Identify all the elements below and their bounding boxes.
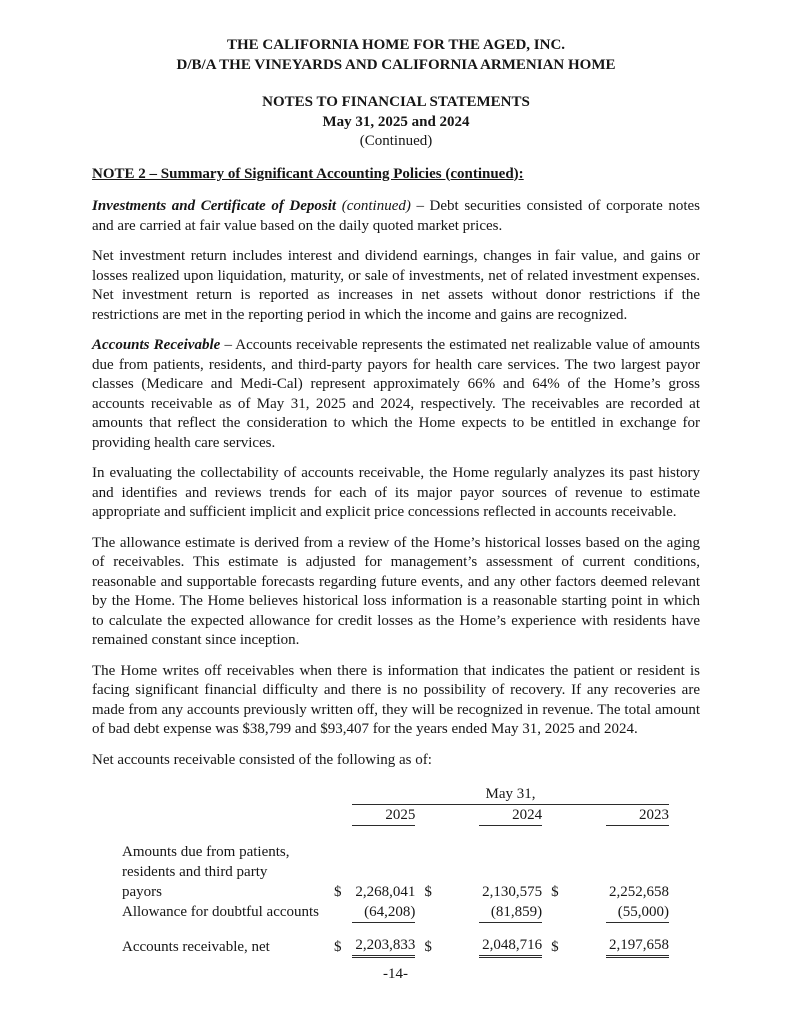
- document-date: May 31, 2025 and 2024: [322, 113, 470, 130]
- table-row: [122, 842, 669, 862]
- allowance-value-2025: (64,208): [352, 902, 415, 923]
- dollar-sign: $: [424, 938, 432, 955]
- page-number: -14-: [383, 965, 408, 982]
- year-header-2023: 2023: [606, 805, 669, 826]
- spacer-row: [122, 922, 669, 935]
- spanner-header: May 31,: [352, 784, 669, 805]
- year-header-2025: 2025: [352, 805, 415, 826]
- accounts-receivable-lead: Accounts Receivable: [92, 337, 221, 353]
- net-value-2025: 2,203,833: [352, 935, 415, 957]
- dollar-sign: $: [551, 938, 559, 955]
- table-row: [122, 882, 669, 902]
- empty-cell: [542, 902, 605, 923]
- investments-lead-suffix: (continued): [341, 198, 411, 214]
- dollar-sign: $: [551, 883, 559, 900]
- document-title: NOTES TO FINANCIAL STATEMENTS: [262, 94, 530, 110]
- org-name-line1: THE CALIFORNIA HOME FOR THE AGED, INC.: [226, 37, 566, 53]
- org-name-line2: D/B/A THE VINEYARDS AND CALIFORNIA ARMENIAN HOME: [176, 56, 616, 73]
- dollar-sign: $: [334, 938, 342, 955]
- empty-cell: [334, 862, 669, 882]
- evaluating-paragraph: In evaluating the collectability of accounts receivable, the Home regularly analyzes its past history and identifies and reviews trends for each of its major payor sources of revenue to estimate appropriate and sufficient implicit and explicit price concessions reflected in accounts receivable.: [92, 465, 700, 520]
- empty-cell: [542, 805, 605, 826]
- note-heading: NOTE 2 – Summary of Significant Accounting Policies (continued):: [92, 165, 524, 182]
- allowance-value-2023: (55,000): [606, 902, 669, 923]
- empty-cell: [415, 805, 478, 826]
- row-label-net: Accounts receivable, net: [122, 938, 270, 955]
- table-spanner-row: [122, 784, 669, 805]
- table-row: [122, 935, 669, 957]
- patients-value-2023: 2,252,658: [609, 883, 669, 900]
- accounts-receivable-paragraph: [92, 336, 700, 453]
- allowance-estimate-paragraph: The allowance estimate is derived from a review of the Home’s historical losses based on the aging of receivables. This estimate is adjusted for management’s assessment of current conditions, reasonable and supportable forecasts regarding future events, and any other factors deemed relevant by the Home. The Home believes historical loss information is a reasonable starting point in which to calculate the expected allowance for credit losses as the Home’s experience with residents have remained constant since inception.: [92, 534, 700, 648]
- net-value-2024: 2,048,716: [479, 935, 542, 957]
- net-accounts-receivable-table: [122, 784, 700, 958]
- row-label-patients-line3: payors: [122, 883, 162, 900]
- empty-cell: [334, 902, 352, 923]
- table-year-header-row: [122, 805, 669, 826]
- empty-cell: [334, 784, 352, 805]
- net-value-2023: 2,197,658: [606, 935, 669, 957]
- table-intro: Net accounts receivable consisted of the following as of:: [92, 751, 432, 768]
- dollar-sign: $: [334, 883, 342, 900]
- year-header-2024: 2024: [479, 805, 542, 826]
- spacer-row: [122, 826, 669, 842]
- row-label-allowance: Allowance for doubtful accounts: [122, 904, 320, 920]
- investments-paragraph: [92, 197, 700, 236]
- row-label-patients-line2: residents and third party: [122, 863, 268, 880]
- investments-body: – Debt securities consisted of corporate notes and are carried at fair value based on the daily quoted market prices.: [92, 198, 701, 234]
- allowance-value-2024: (81,859): [479, 902, 542, 923]
- empty-cell: [415, 902, 478, 923]
- empty-cell: [334, 805, 352, 826]
- organization-header: [92, 36, 700, 75]
- empty-cell: [122, 805, 334, 826]
- write-off-paragraph: The Home writes off receivables when there is information that indicates the patient or resident is facing significant financial difficulty and there is no possibility of recovery. If any recoveries are made from any accounts previously written off, they will be recognized in revenue. The total amount of bad debt expense was $38,799 and $93,407 for the years ended May 31, 2025 and 2024.: [92, 662, 700, 737]
- row-label-patients-line1: Amounts due from patients,: [122, 843, 290, 860]
- net-investment-paragraph: Net investment return includes interest and dividend earnings, changes in fair value, and gains or losses realized upon liquidation, maturity, or sale of investments, net of related investment expenses. Net investment return is reported as increases in net assets without donor restrictions if the restrictions are met in the reporting period in which the income and gains are recognized.: [92, 248, 700, 323]
- continued-label: (Continued): [359, 133, 433, 149]
- table-row: [122, 862, 669, 882]
- document-title-block: [92, 93, 700, 152]
- empty-cell: [334, 842, 669, 862]
- patients-value-2024: 2,130,575: [482, 883, 543, 900]
- accounts-receivable-body: – Accounts receivable represents the estimated net realizable value of amounts due from patients, residents, and third-party payors for health care services. The two largest payor classes (Medicare and Medi-Cal) represent approximately 66% and 64% of the Home’s gross accounts receivable as of May 31, 2025 and 2024, respectively. The receivables are recorded at amounts that reflect the consideration to which the Home expects to be entitled in exchange for providing health care services.: [92, 337, 700, 451]
- empty-cell: [122, 784, 334, 805]
- table-row: [122, 902, 669, 923]
- investments-lead: Investments and Certificate of Deposit: [92, 198, 337, 214]
- patients-value-2025: 2,268,041: [355, 883, 416, 900]
- dollar-sign: $: [424, 883, 432, 900]
